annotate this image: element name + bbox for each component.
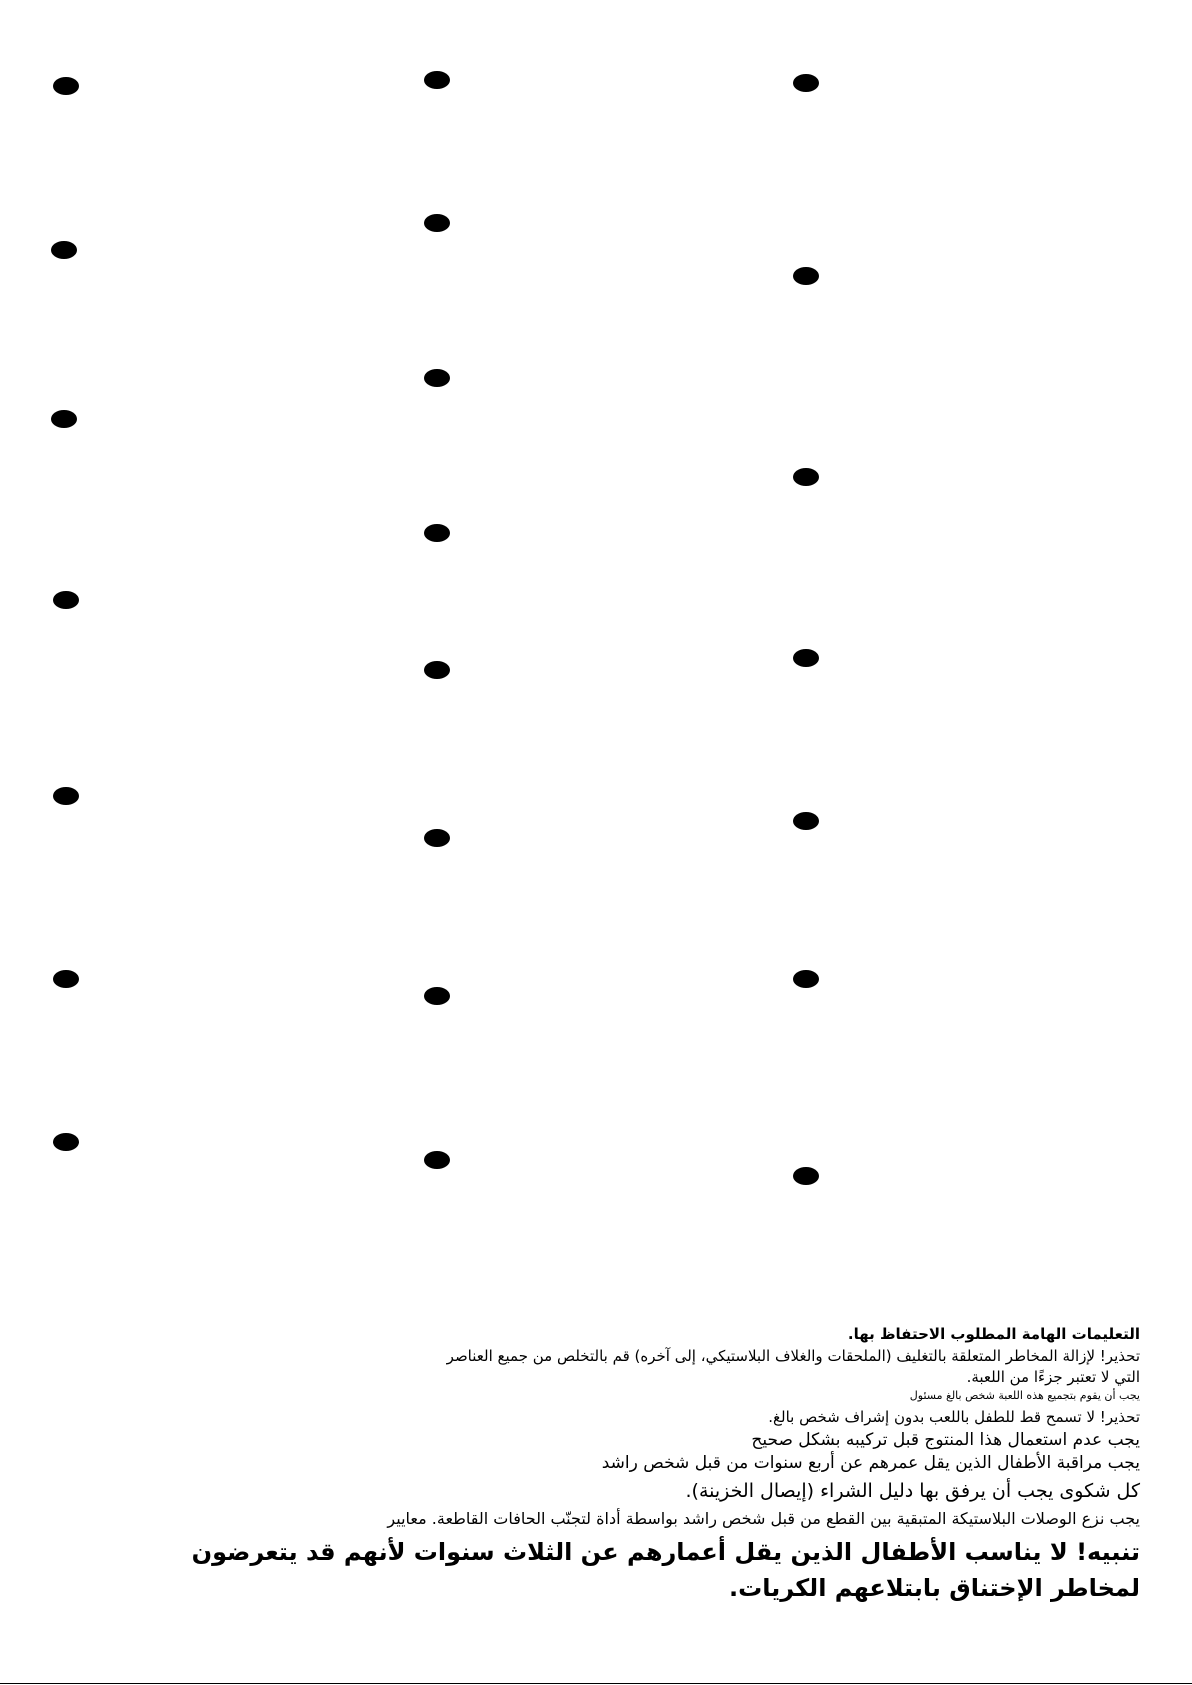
hole-marker xyxy=(424,369,450,387)
hole-marker xyxy=(53,970,79,988)
hole-marker xyxy=(793,74,819,92)
do-not-use-note: يجب عدم استعمال هذا المنتوج قبل تركيبه بشكل صحيح xyxy=(751,1429,1140,1450)
hole-marker xyxy=(793,1167,819,1185)
hole-marker xyxy=(424,214,450,232)
instructions-title: التعليمات الهامة المطلوب الاحتفاظ بها. xyxy=(847,1325,1140,1343)
hole-marker xyxy=(424,829,450,847)
hole-marker xyxy=(424,661,450,679)
hole-marker xyxy=(424,524,450,542)
supervise-children-note: يجب مراقبة الأطفال الذين يقل عمرهم عن أربع سنوات من قبل شخص راشد xyxy=(601,1453,1140,1473)
hole-marker xyxy=(53,77,79,95)
hole-marker xyxy=(424,71,450,89)
hole-marker xyxy=(53,787,79,805)
hole-marker xyxy=(53,591,79,609)
remove-plastic-note: يجب نزع الوصلات البلاستيكة المتبقية بين القطع من قبل شخص راشد بواسطة أداة لتجنّب الحافات القاطعة. معايير xyxy=(387,1509,1140,1528)
complaint-receipt-note: كل شكوى يجب أن يرفق بها دليل الشراء (إيصال الخزينة). xyxy=(685,1480,1140,1503)
hole-marker xyxy=(793,468,819,486)
hole-marker xyxy=(424,987,450,1005)
safety-instructions xyxy=(191,1325,1140,1603)
hole-marker xyxy=(51,241,77,259)
warning-packaging-line-1: تحذير! لإزالة المخاطر المتعلقة بالتغليف (الملحقات والغلاف البلاستيكي، إلى آخره) قم بالتخلص من جميع العناصر xyxy=(446,1346,1140,1365)
hole-marker xyxy=(51,410,77,428)
hole-marker xyxy=(53,1133,79,1151)
hole-marker xyxy=(793,267,819,285)
adult-assembly-note: يجب أن يقوم بتجميع هذه اللعبة شخص بالغ مسئول xyxy=(909,1389,1140,1403)
hole-marker xyxy=(793,649,819,667)
hole-marker xyxy=(424,1151,450,1169)
bottom-rule xyxy=(0,1683,1192,1684)
hole-marker xyxy=(793,970,819,988)
hole-marker xyxy=(793,812,819,830)
caution-line-1: تنبيه! لا يناسب الأطفال الذين يقل أعمارهم عن الثلاث سنوات لأنهم قد يتعرضون xyxy=(191,1538,1140,1566)
warning-supervision: تحذير! لا تسمح قط للطفل باللعب بدون إشراف شخص بالغ. xyxy=(768,1408,1140,1426)
caution-line-2: لمخاطر الإختناق بابتلاعهم الكريات. xyxy=(729,1574,1140,1602)
warning-packaging-line-2: التي لا تعتبر جزءًا من اللعبة. xyxy=(966,1367,1140,1386)
